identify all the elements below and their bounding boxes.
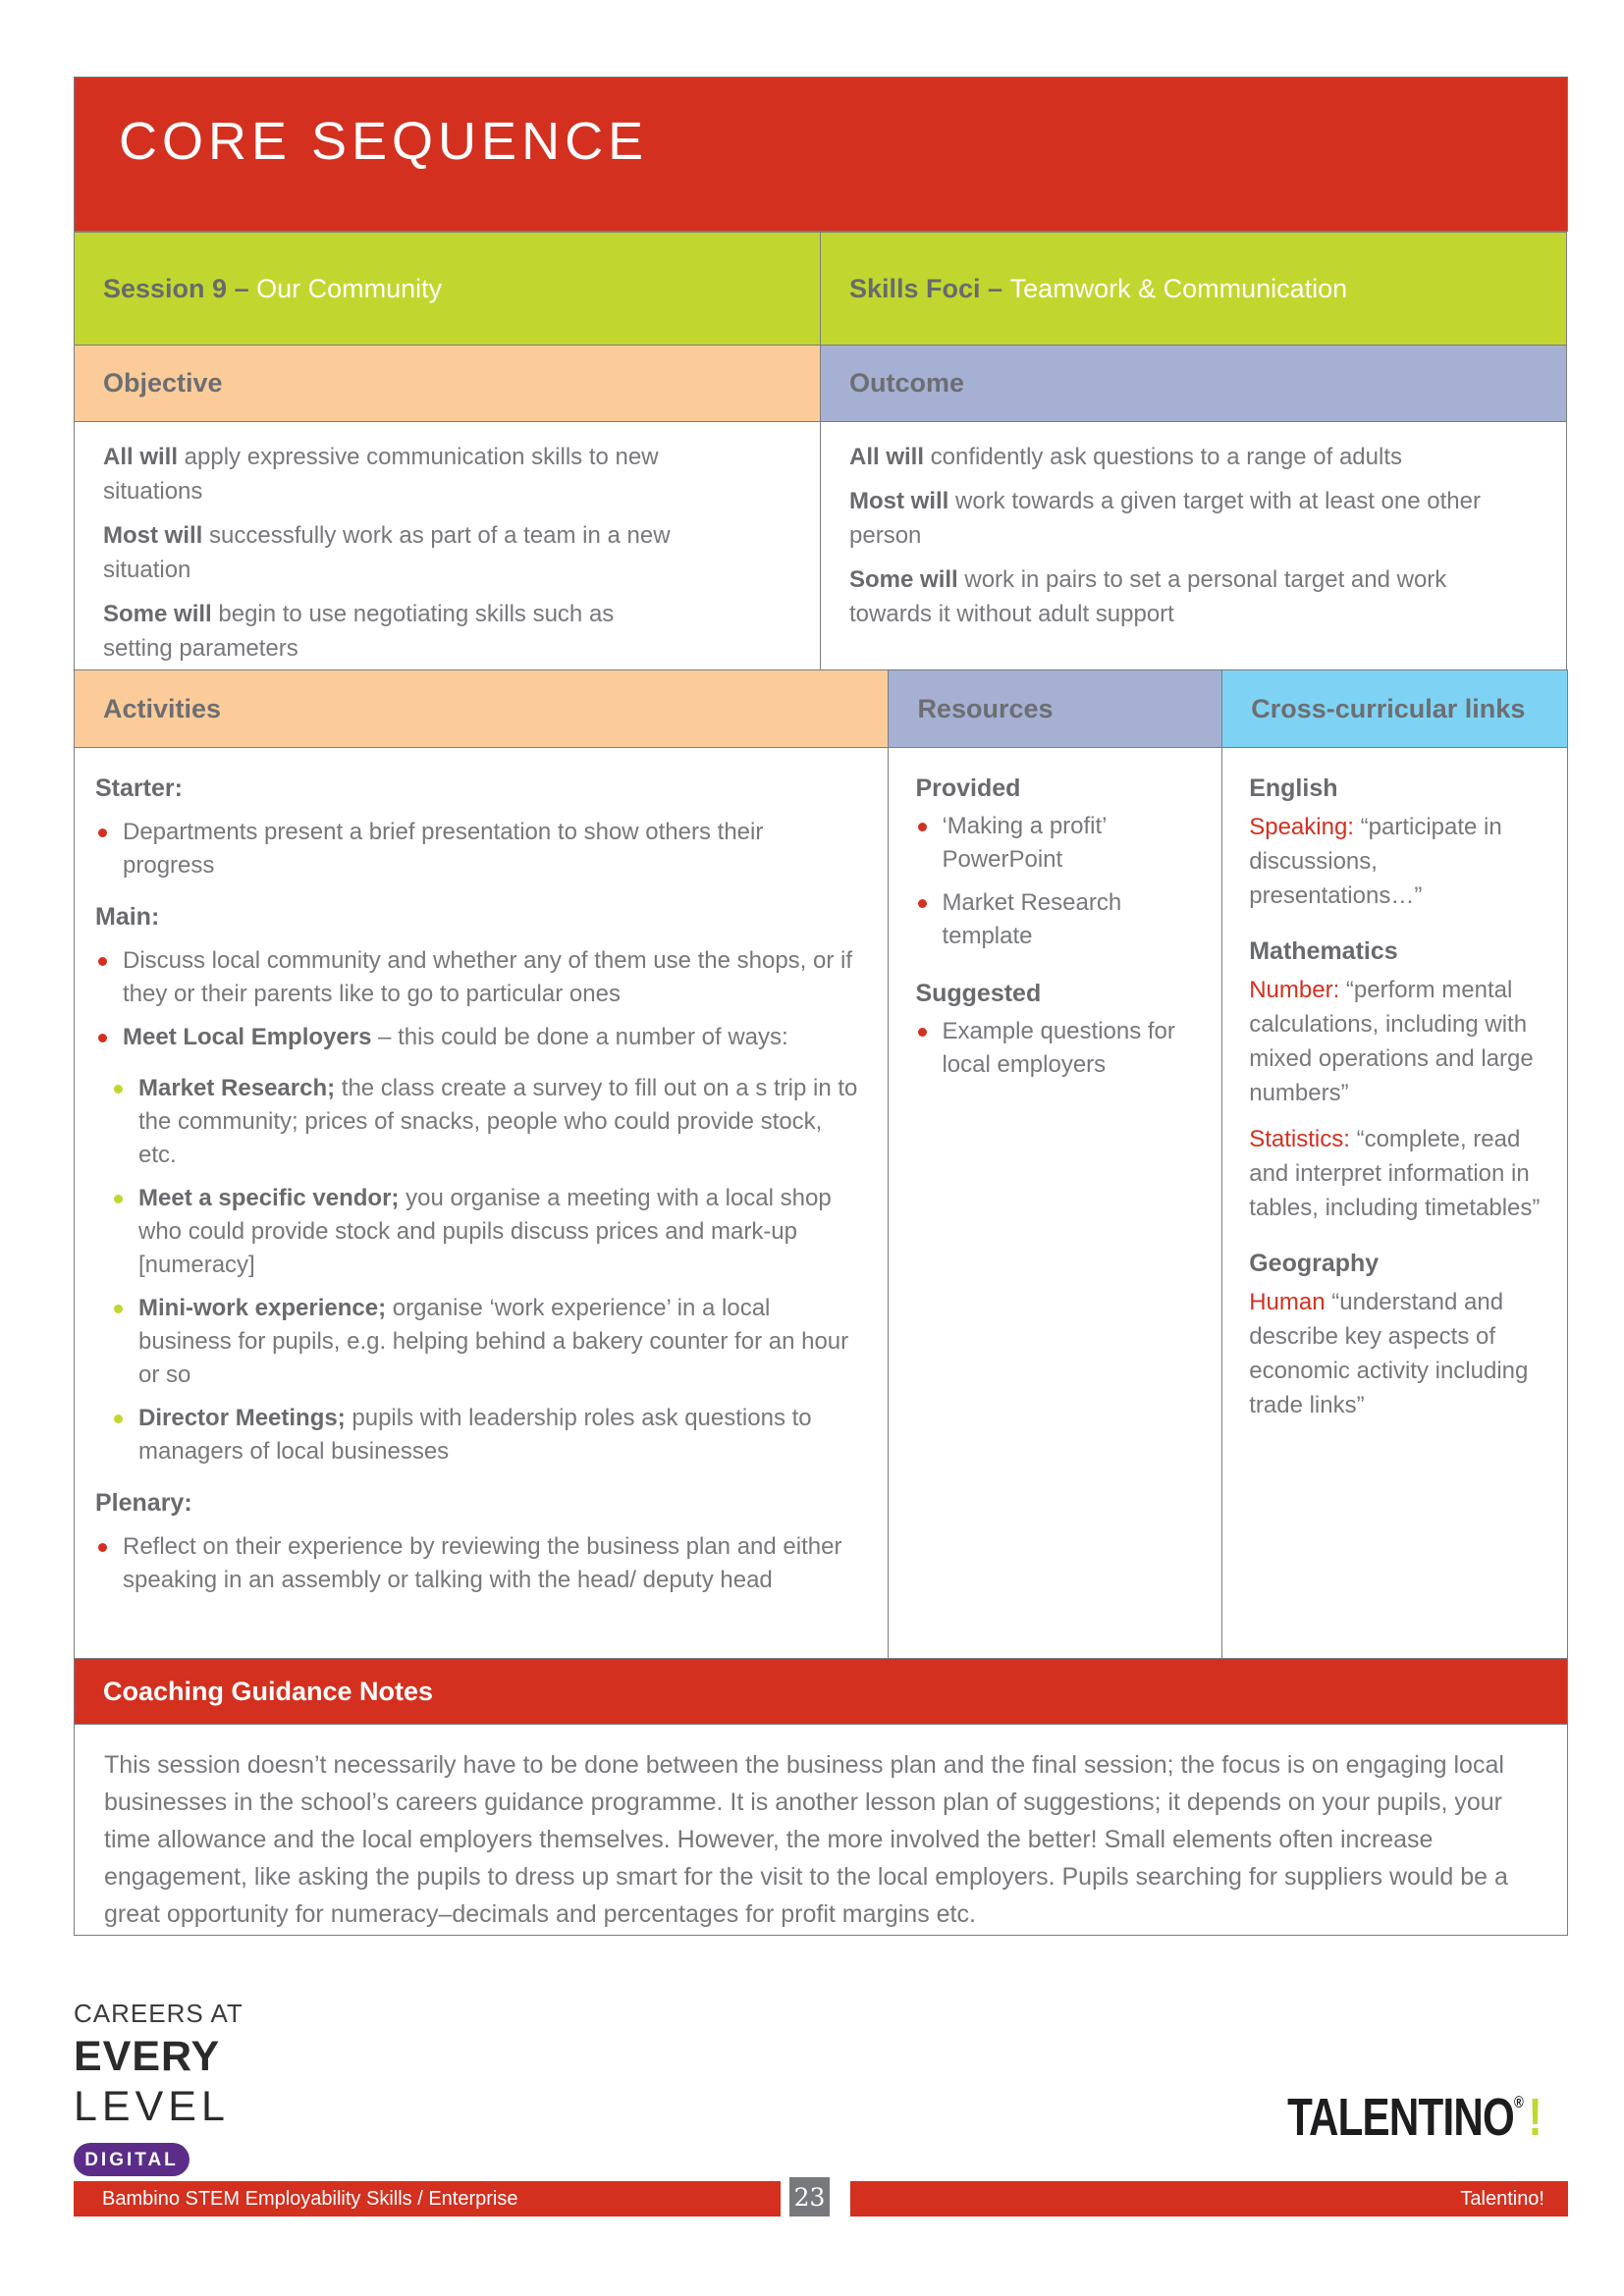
objective-outcome-body-row bbox=[74, 421, 1568, 670]
list-item: Market Research template bbox=[915, 886, 1206, 953]
main-sub-list bbox=[95, 1072, 860, 1468]
resources-header: Resources bbox=[888, 669, 1222, 748]
starter-label: Starter: bbox=[95, 774, 183, 802]
session-label: Session 9 – bbox=[103, 273, 257, 303]
cross-curricular-header: Cross-curricular links bbox=[1221, 669, 1568, 748]
list-item: Discuss local community and whether any of them use the shops, or if they or their parents like to go to particular ones bbox=[95, 944, 860, 1011]
list-item: Departments present a brief presentation to show others their progress bbox=[95, 816, 860, 882]
outcome-item: Most will work towards a given target with at least one other person bbox=[849, 488, 1481, 549]
session-text bbox=[103, 274, 442, 304]
cross-section-mathematics bbox=[1249, 934, 1549, 1225]
outcome-cell bbox=[820, 421, 1567, 670]
activities-cell bbox=[74, 747, 889, 1659]
main-list bbox=[95, 944, 860, 1054]
bullet-icon bbox=[918, 823, 927, 831]
bullet-icon bbox=[98, 828, 107, 837]
footer-series-bar bbox=[74, 2181, 781, 2216]
list-item: Director Meetings; pupils with leadership roles ask questions to managers of local businesses bbox=[111, 1402, 860, 1468]
list-item: ‘Making a profit’ PowerPoint bbox=[915, 810, 1206, 877]
provided-label: Provided bbox=[915, 774, 1021, 802]
cross-curricular-cell bbox=[1221, 747, 1568, 1659]
resources-cell bbox=[888, 747, 1222, 1659]
session-value: Our Community bbox=[256, 273, 443, 303]
cross-entry: Statistics: “complete, read and interpret information in tables, including timetables” bbox=[1249, 1126, 1541, 1221]
logo-line-careers-at: CAREERS AT bbox=[74, 1999, 244, 2028]
list-item: Market Research; the class create a survey to fill out on a s trip in to the community; prices of snacks, people who could provide stock, etc. bbox=[111, 1072, 860, 1172]
list-item: Reflect on their experience by reviewing the business plan and either speaking in an assembly or talking with the head/ deputy head bbox=[95, 1530, 860, 1597]
coaching-guidance-cell bbox=[74, 1724, 1568, 1936]
skills-value: Teamwork & Communication bbox=[1009, 273, 1348, 303]
objective-item: All will apply expressive communication skills to new situations bbox=[103, 444, 659, 505]
page-title: CORE SEQUENCE bbox=[119, 112, 649, 171]
talentino-logo bbox=[1287, 2087, 1542, 2148]
bullet-icon bbox=[114, 1305, 123, 1313]
coaching-guidance-text: This session doesn’t necessarily have to be done between the business plan and the final session; the focus is on engaging local businesses in the school’s careers guidance programme. It is another lesson plan of suggestions; it depends on your pupils, your time allowance and the local employers themselves. However, the more involved the better! Small elements often increase engagement, like asking the pupils to dress up smart for the visit to the local employers. Pupils searching for suppliers would be a great opportunity for numeracy–decimals and percentages for profit margins etc. bbox=[104, 1751, 1508, 1928]
footer-brand-bar bbox=[850, 2181, 1568, 2216]
objective-item: Some will begin to use negotiating skills such as setting parameters bbox=[103, 601, 615, 662]
subject-title: Geography bbox=[1249, 1250, 1380, 1277]
bullet-icon bbox=[918, 1028, 927, 1037]
cross-section-english bbox=[1249, 772, 1549, 913]
objective-cell bbox=[74, 421, 821, 670]
bullet-icon bbox=[98, 957, 107, 966]
page-number: 23 bbox=[789, 2177, 830, 2216]
bullet-icon bbox=[114, 1195, 123, 1203]
talentino-exclamation-icon: ! bbox=[1527, 2088, 1542, 2147]
subject-title: English bbox=[1249, 774, 1338, 802]
activities-body-row bbox=[74, 747, 1568, 1659]
plenary-label: Plenary: bbox=[95, 1489, 192, 1517]
digital-badge: DIGITAL bbox=[74, 2143, 189, 2176]
bullet-icon bbox=[98, 1543, 107, 1552]
footer-series-text: Bambino STEM Employability Skills / Enterprise bbox=[102, 2187, 518, 2210]
page-banner bbox=[74, 77, 1568, 232]
cross-entry: Speaking: “participate in discussions, presentations…” bbox=[1249, 814, 1502, 909]
skills-text bbox=[849, 274, 1347, 304]
logo-line-every: EVERY bbox=[74, 2033, 221, 2080]
core-sequence-table bbox=[74, 77, 1568, 1936]
list-item: Example questions for local employers bbox=[915, 1015, 1206, 1082]
outcome-item: Some will work in pairs to set a personal target and work towards it without adult support bbox=[849, 566, 1447, 627]
starter-list bbox=[95, 816, 860, 882]
footer-brand-text: Talentino! bbox=[1460, 2187, 1544, 2210]
objective-outcome-header-row bbox=[74, 345, 1568, 422]
bullet-icon bbox=[114, 1415, 123, 1423]
suggested-list bbox=[915, 1015, 1206, 1082]
list-item: Meet Local Employers – this could be done a number of ways: bbox=[95, 1021, 860, 1054]
cross-section-geography bbox=[1249, 1247, 1549, 1422]
main-label: Main: bbox=[95, 903, 160, 931]
outcome-item: All will confidently ask questions to a range of adults bbox=[849, 444, 1402, 470]
talentino-wordmark: TALENTINO bbox=[1286, 2088, 1514, 2147]
logo-line-level: LEVEL bbox=[74, 2083, 230, 2130]
activities-header: Activities bbox=[74, 669, 889, 748]
list-item: Meet a specific vendor; you organise a meeting with a local shop who could provide stock and pupils discuss prices and mark-up [numeracy] bbox=[111, 1182, 860, 1282]
provided-list bbox=[915, 810, 1206, 953]
session-cell bbox=[74, 232, 821, 346]
skills-foci-cell bbox=[820, 232, 1567, 346]
objective-header: Objective bbox=[74, 345, 821, 422]
bullet-icon bbox=[98, 1034, 107, 1042]
list-item: Mini-work experience; organise ‘work experience’ in a local business for pupils, e.g. helping behind a bakery counter for an hour or so bbox=[111, 1292, 860, 1392]
plenary-list bbox=[95, 1530, 860, 1597]
careers-at-every-level-logo bbox=[74, 1999, 244, 2176]
activities-header-row bbox=[74, 669, 1568, 748]
objective-item: Most will successfully work as part of a team in a new situation bbox=[103, 522, 671, 583]
bullet-icon bbox=[918, 899, 927, 908]
coaching-guidance-header: Coaching Guidance Notes bbox=[74, 1658, 1568, 1725]
skills-label: Skills Foci – bbox=[849, 273, 1010, 303]
outcome-header: Outcome bbox=[820, 345, 1567, 422]
registered-mark-icon: ® bbox=[1513, 2093, 1524, 2111]
cross-entry: Number: “perform mental calculations, including with mixed operations and large numbers” bbox=[1249, 977, 1534, 1106]
session-row bbox=[74, 232, 1568, 346]
cross-entry: Human “understand and describe key aspects of economic activity including trade links” bbox=[1249, 1289, 1529, 1418]
bullet-icon bbox=[114, 1085, 123, 1094]
subject-title: Mathematics bbox=[1249, 937, 1398, 965]
suggested-label: Suggested bbox=[915, 980, 1042, 1007]
